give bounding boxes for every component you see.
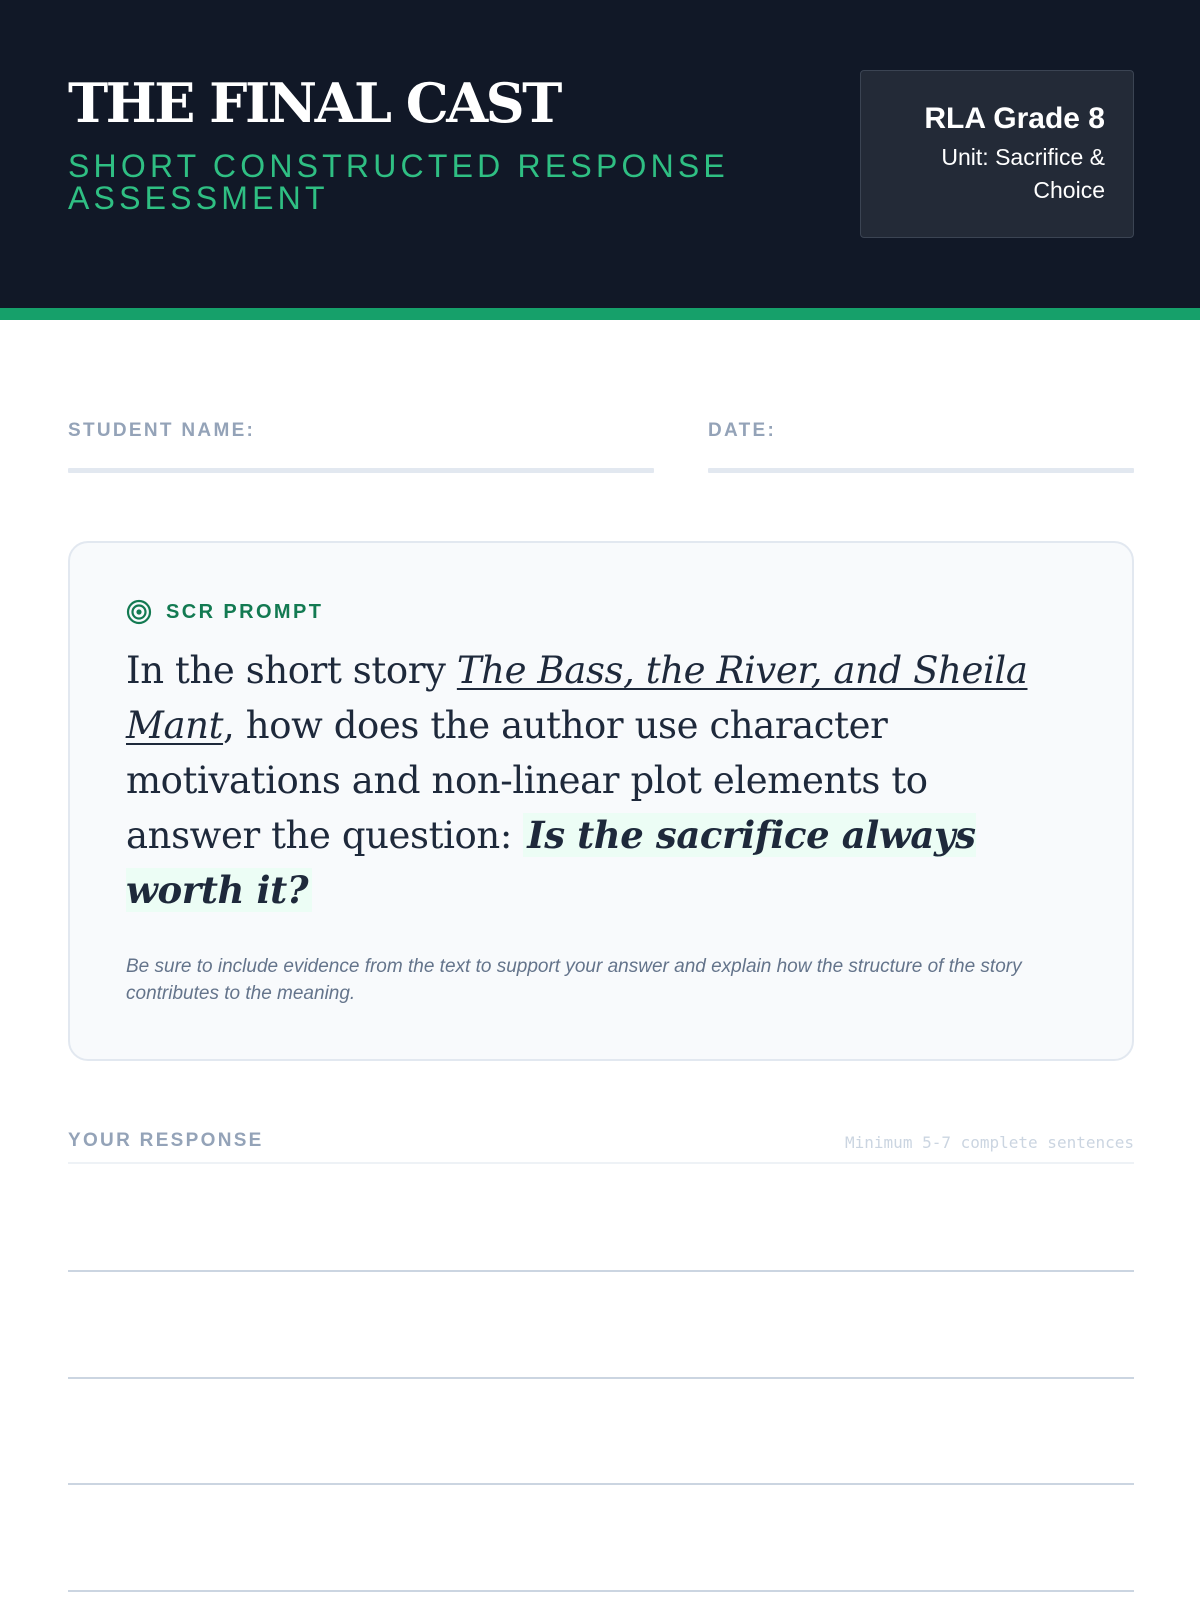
prompt-tag-label: SCR PROMPT — [166, 600, 324, 623]
prompt-question — [126, 643, 1066, 918]
essential-question: Is the sacrifice always worth it? — [126, 813, 976, 912]
prompt-card — [68, 541, 1134, 1061]
student-name-label: STUDENT NAME: — [68, 420, 256, 441]
header-accent-bar — [0, 308, 1200, 320]
prompt-text-before: In the short story — [126, 649, 457, 692]
response-line[interactable] — [68, 1270, 1134, 1272]
date-label: DATE: — [708, 420, 777, 441]
page-subtitle: SHORT CONSTRUCTED RESPONSE ASSESSMENT — [68, 148, 729, 216]
grade-info-box — [860, 70, 1134, 238]
response-line[interactable] — [68, 1483, 1134, 1485]
response-line[interactable] — [68, 1377, 1134, 1379]
story-title: The Bass, the River, and Sheila Mant — [126, 649, 1028, 747]
prompt-tag — [126, 599, 323, 625]
page-title: THE FINAL CAST — [68, 71, 560, 135]
page-header — [0, 0, 1200, 308]
unit-label: Unit: Sacrifice & Choice — [941, 144, 1105, 203]
response-divider — [68, 1162, 1134, 1164]
response-line[interactable] — [68, 1590, 1134, 1592]
response-hint: Minimum 5-7 complete sentences — [845, 1133, 1134, 1152]
student-name-field[interactable] — [68, 468, 654, 473]
prompt-instructions: Be sure to include evidence from the text to support your answer and explain how the structure of the story contributes to the meaning. — [126, 956, 1022, 1004]
grade-label: RLA Grade 8 — [924, 102, 1105, 135]
prompt-text-middle: , how does the author use character motivations and non-linear plot elements to answer the question: — [126, 704, 928, 857]
target-icon — [126, 599, 152, 625]
response-label: YOUR RESPONSE — [68, 1130, 264, 1151]
date-field[interactable] — [708, 468, 1134, 473]
